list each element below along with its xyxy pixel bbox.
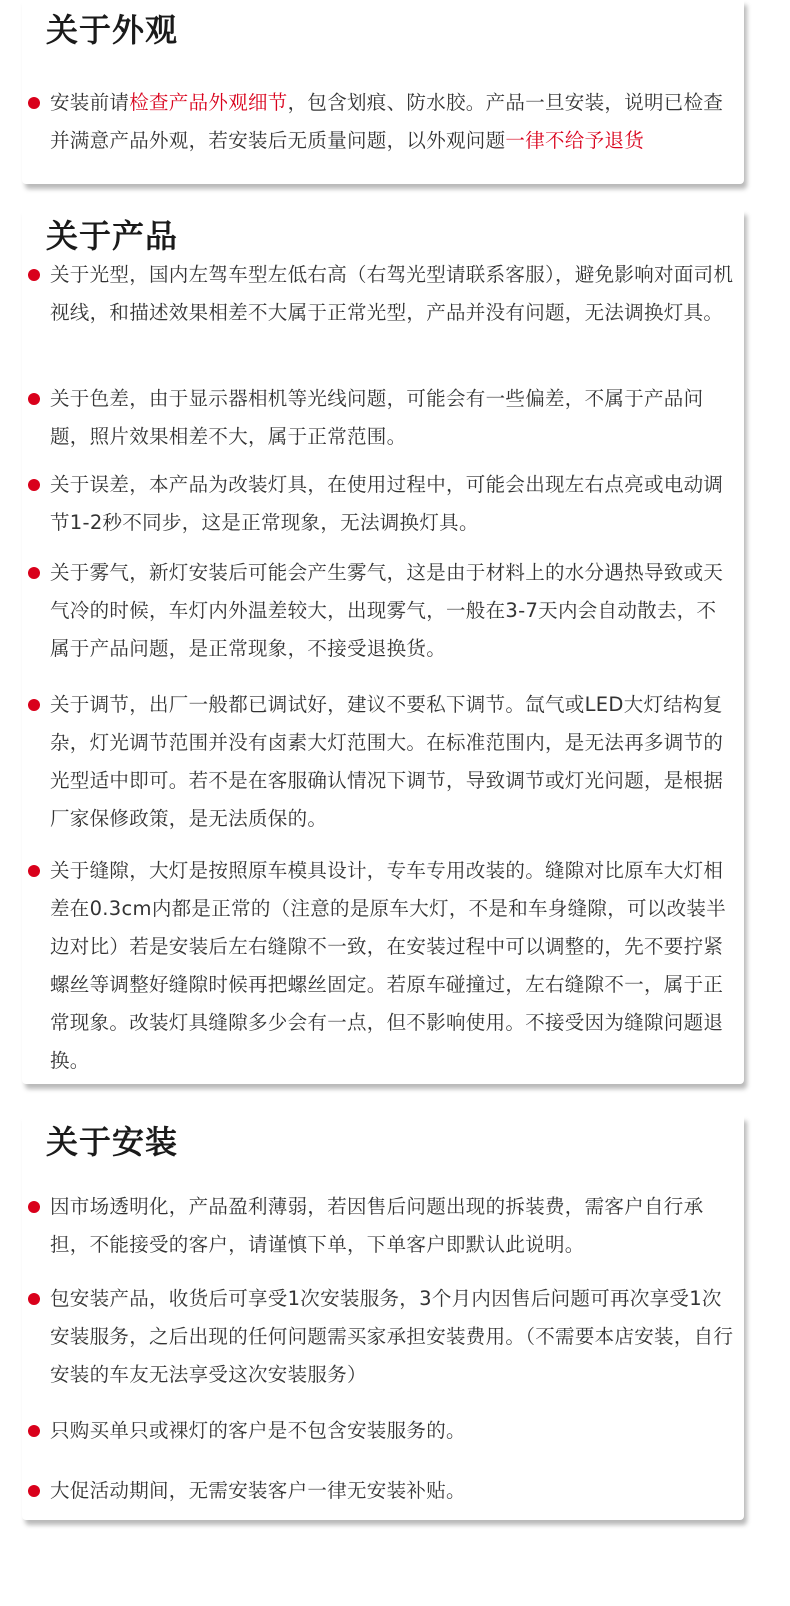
installation-item-text: 大促活动期间，无需安装客户一律无安装补贴。 [50, 1479, 466, 1502]
bullet-dot [28, 699, 40, 711]
bullet-dot [28, 1293, 40, 1305]
product-item-beam [50, 256, 734, 332]
appearance-card [22, 0, 744, 184]
product-item-adjust [50, 686, 734, 838]
product-item-text: 关于色差，由于显示器相机等光线问题，可能会有一些偏差，不属于产品问题，照片效果相差不大，属于正常范围。 [50, 387, 704, 448]
installation-item-text: 因市场透明化，产品盈利薄弱，若因售后问题出现的拆装费，需客户自行承担，不能接受的客户，请谨慎下单，下单客户即默认此说明。 [50, 1195, 704, 1256]
appearance-item [50, 84, 734, 160]
bullet-dot [28, 567, 40, 579]
appearance-title: 关于外观 [46, 11, 179, 49]
bullet-dot [28, 1485, 40, 1497]
product-item-gap [50, 852, 734, 1080]
installation-item-service [50, 1280, 734, 1394]
bullet-dot [28, 1201, 40, 1213]
installation-title: 关于安装 [46, 1123, 179, 1161]
product-item-text: 关于光型，国内左驾车型左低右高（右驾光型请联系客服），避免影响对面司机视线，和描述效果相差不大属于正常光型，产品并没有问题，无法调换灯具。 [50, 263, 734, 324]
product-item-text: 关于调节，出厂一般都已调试好，建议不要私下调节。氙气或LED大灯结构复杂，灯光调节范围并没有卤素大灯范围大。在标准范围内，是无法再多调节的光型适中即可。若不是在客服确认情况下调节，导致调节或灯光问题，是根据厂家保修政策，是无法质保的。 [50, 693, 724, 830]
installation-item-text: 只购买单只或裸灯的客户是不包含安装服务的。 [50, 1419, 466, 1442]
bullet-dot [28, 97, 40, 109]
bullet-dot [28, 269, 40, 281]
installation-item-promo [50, 1472, 734, 1510]
installation-item-cost [50, 1188, 734, 1264]
product-item-text: 关于雾气，新灯安装后可能会产生雾气，这是由于材料上的水分遇热导致或天气冷的时候，车灯内外温差较大，出现雾气，一般在3-7天内会自动散去，不属于产品问题，是正常现象，不接受退换货。 [50, 561, 724, 660]
bullet-dot [28, 479, 40, 491]
product-item-fog [50, 554, 734, 668]
installation-item-single [50, 1412, 734, 1450]
product-item-text: 关于误差，本产品为改装灯具，在使用过程中，可能会出现左右点亮或电动调节1-2秒不同步，这是正常现象，无法调换灯具。 [50, 473, 724, 534]
appearance-text-pre: 安装前请 [50, 91, 130, 114]
bullet-dot [28, 1425, 40, 1437]
product-item-text: 关于缝隙，大灯是按照原车模具设计，专车专用改装的。缝隙对比原车大灯相差在0.3cm内都是正常的（注意的是原车大灯，不是和车身缝隙，可以改装半边对比）若是安装后左右缝隙不一致，在安装过程中可以调整的，先不要拧紧螺丝等调整好缝隙时候再把螺丝固定。若原车碰撞过，左右缝隙不一，属于正常现象。改装灯具缝隙多少会有一点，但不影响使用。不接受因为缝隙问题退换。 [50, 859, 727, 1072]
product-card [22, 210, 744, 1084]
bullet-dot [28, 865, 40, 877]
bullet-dot [28, 393, 40, 405]
installation-item-text: 包安装产品，收货后可享受1次安装服务，3个月内因售后问题可再次享受1次安装服务，之后出现的任何问题需买家承担安装费用。（不需要本店安装，自行安装的车友无法享受这次安装服务） [50, 1287, 734, 1386]
product-item-error [50, 466, 734, 542]
appearance-text-mid: ，包含划痕、防水胶。产品一旦安装，说明已检查并满意产品外观，若安装后无质量问题，以外观问题 [50, 91, 724, 152]
product-item-color [50, 380, 734, 456]
installation-card [22, 1116, 744, 1520]
appearance-highlight-no-return: 一律不给予退货 [505, 129, 645, 152]
appearance-highlight-check: 检查产品外观细节 [129, 91, 288, 114]
product-title: 关于产品 [46, 217, 179, 255]
